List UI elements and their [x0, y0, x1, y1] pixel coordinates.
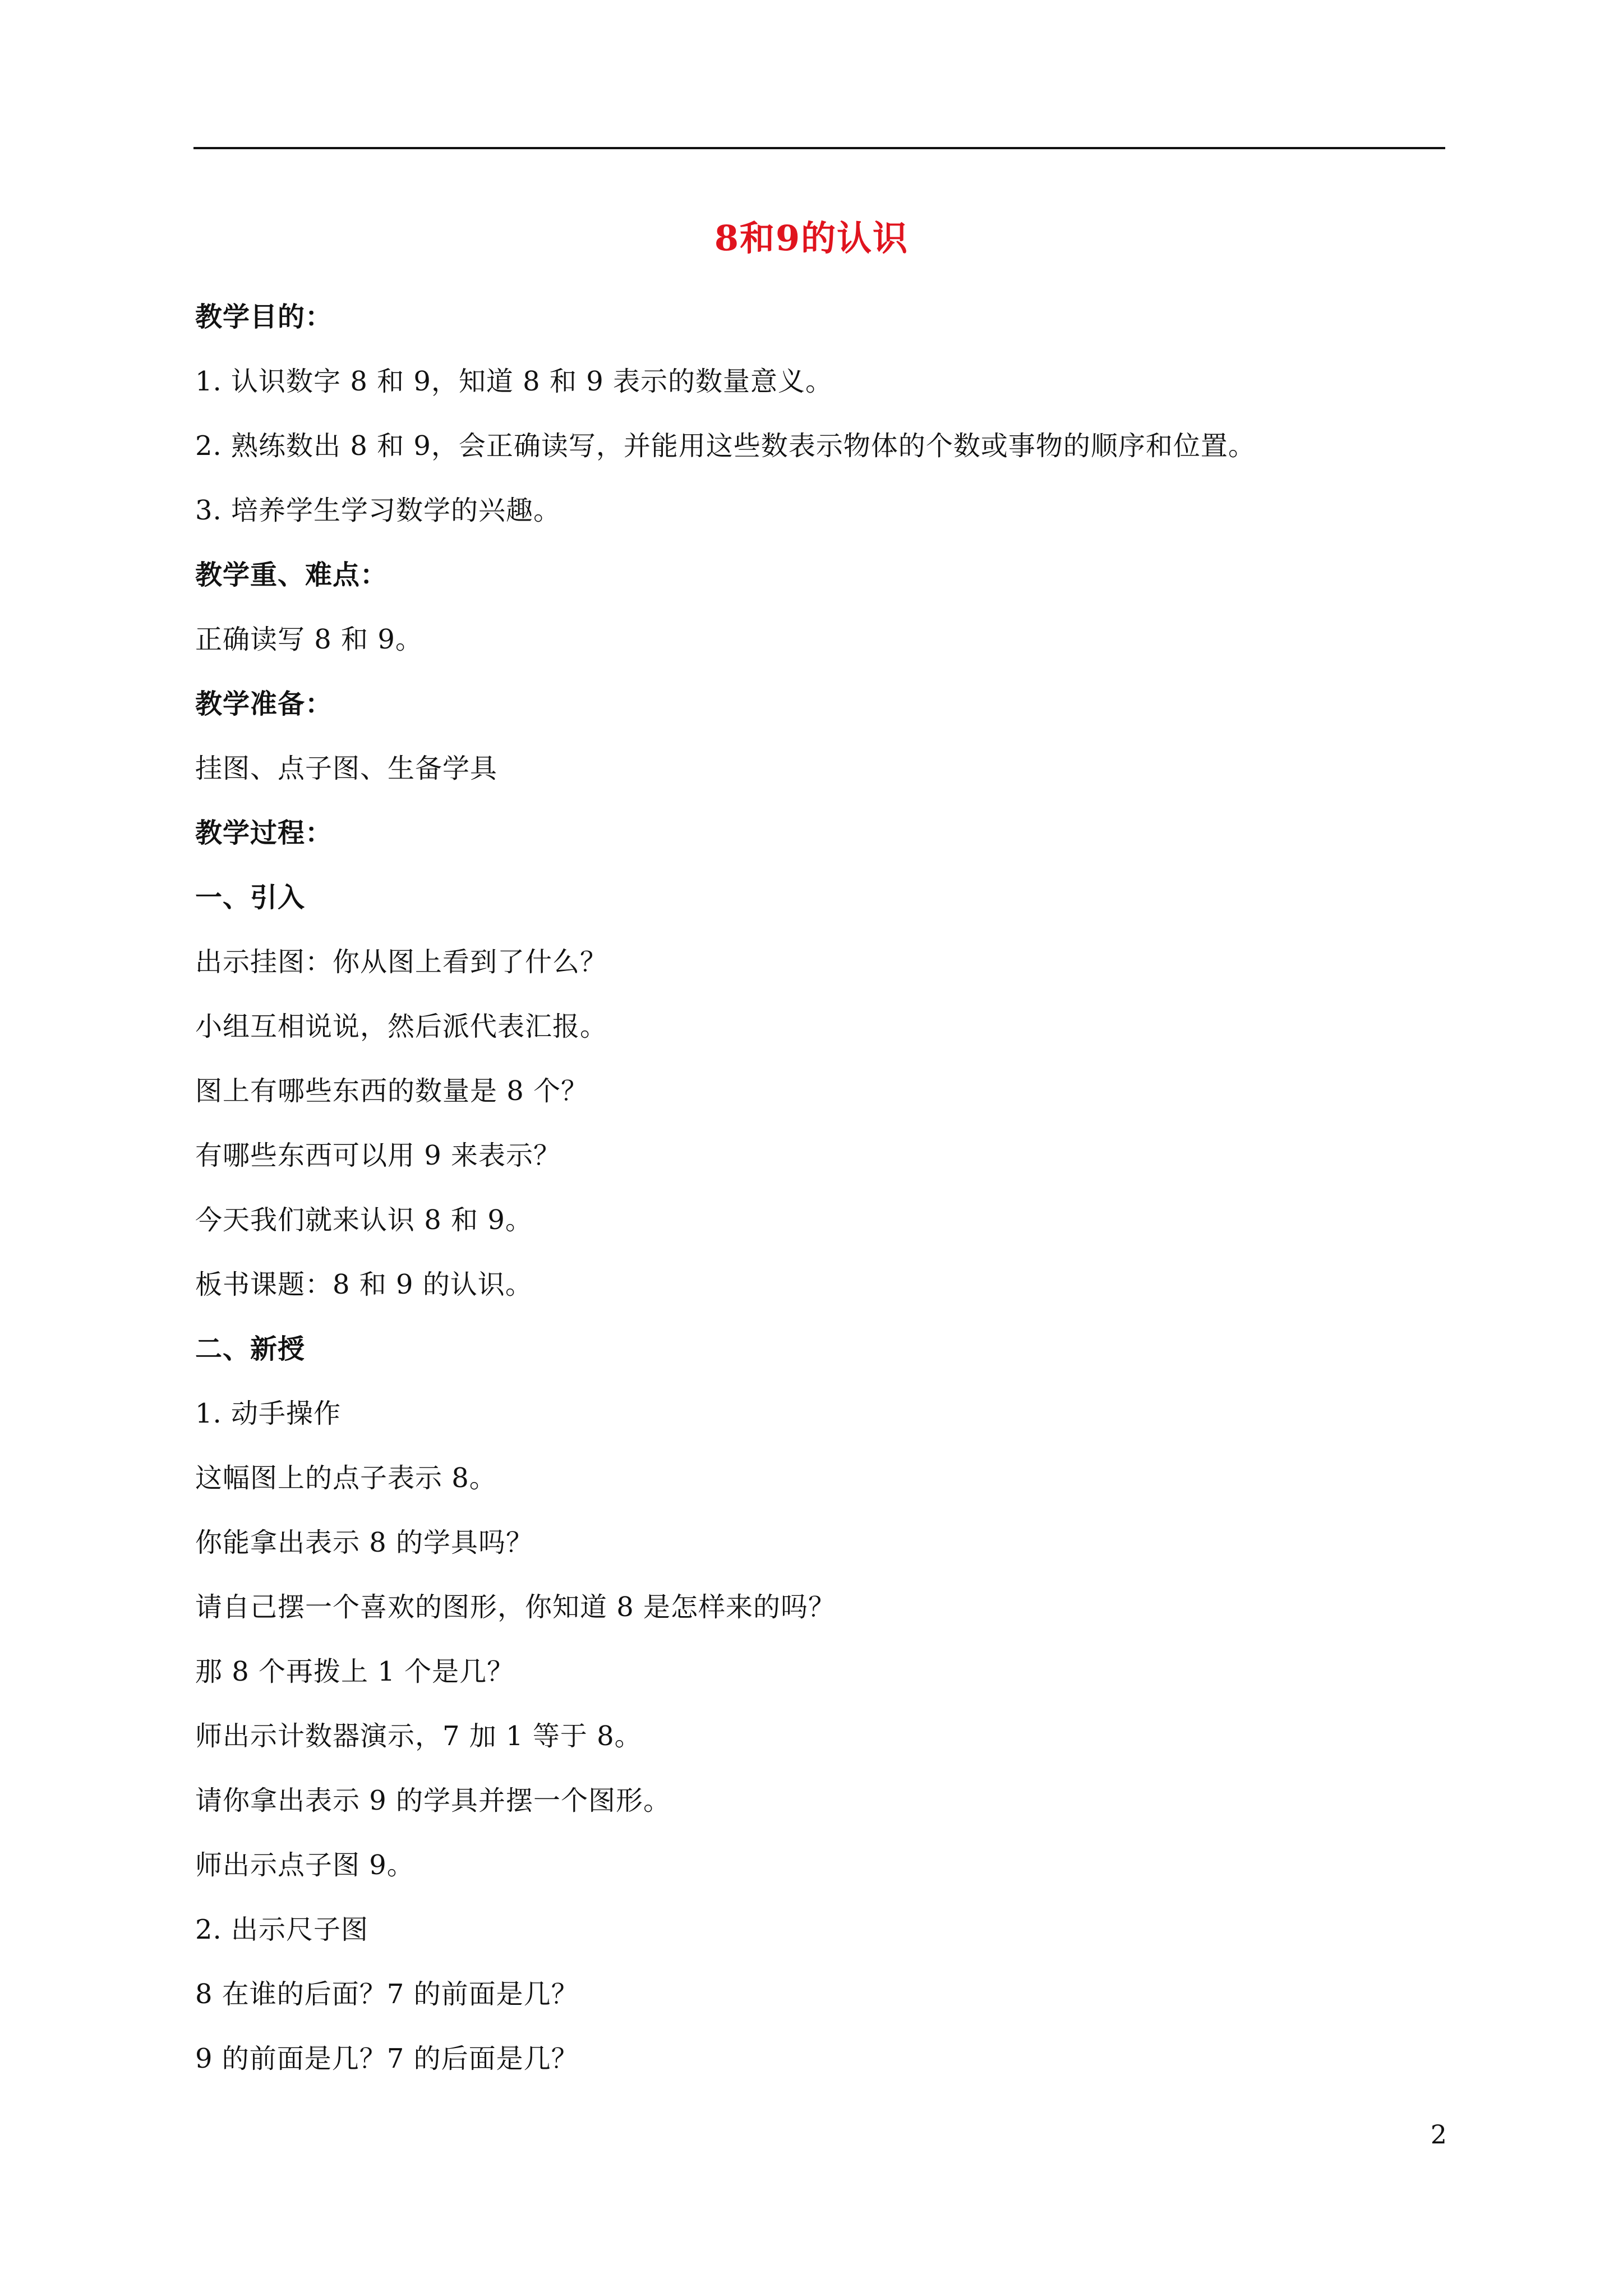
body-line: 请你拿出表示 9 的学具并摆一个图形。: [195, 1785, 671, 1816]
section-heading: 教学过程：: [195, 817, 333, 849]
section-heading: 教学准备：: [195, 688, 333, 720]
section-heading: 一、引入: [195, 882, 306, 913]
header-rule: [193, 147, 1445, 149]
body-line: 有哪些东西可以用 9 来表示？: [195, 1140, 561, 1171]
body-line: 挂图、点子图、生备学具: [195, 753, 498, 784]
body-line: 9 的前面是几？7 的后面是几？: [195, 2043, 579, 2074]
body-line: 今天我们就来认识 8 和 9。: [195, 1204, 533, 1236]
body-line: 3. 培养学生学习数学的兴趣。: [195, 495, 561, 526]
section-heading: 教学目的：: [195, 301, 333, 333]
page-number: 2: [1430, 2119, 1447, 2150]
body-line: 出示挂图：你从图上看到了什么？: [195, 946, 608, 978]
document-title: 8和9的认识: [714, 218, 909, 259]
section-heading: 教学重、难点：: [195, 559, 388, 591]
body-line: 你能拿出表示 8 的学具吗？: [195, 1527, 534, 1558]
body-line: 1. 认识数字 8 和 9，知道 8 和 9 表示的数量意义。: [195, 366, 833, 397]
body-line: 板书课题：8 和 9 的认识。: [195, 1269, 533, 1300]
body-line: 8 在谁的后面？7 的前面是几？: [195, 1978, 579, 2010]
body-line: 2. 出示尺子图: [195, 1914, 369, 1945]
body-line: 1. 动手操作: [195, 1398, 342, 1429]
document-body: [195, 292, 1446, 2098]
body-line: 师出示计数器演示，7 加 1 等于 8。: [195, 1720, 642, 1752]
body-line: 图上有哪些东西的数量是 8 个？: [195, 1075, 589, 1107]
body-line: 这幅图上的点子表示 8。: [195, 1462, 497, 1494]
body-line: 小组互相说说，然后派代表汇报。: [195, 1011, 608, 1042]
body-line: 师出示点子图 9。: [195, 1849, 414, 1881]
section-heading: 二、新授: [195, 1333, 306, 1365]
body-line: 2. 熟练数出 8 和 9，会正确读写，并能用这些数表示物体的个数或事物的顺序和位置。: [195, 430, 1256, 462]
body-line: 正确读写 8 和 9。: [195, 624, 423, 655]
body-line: 请自己摆一个喜欢的图形，你知道 8 是怎样来的吗？: [195, 1591, 836, 1623]
body-line: 那 8 个再拨上 1 个是几？: [195, 1656, 515, 1687]
